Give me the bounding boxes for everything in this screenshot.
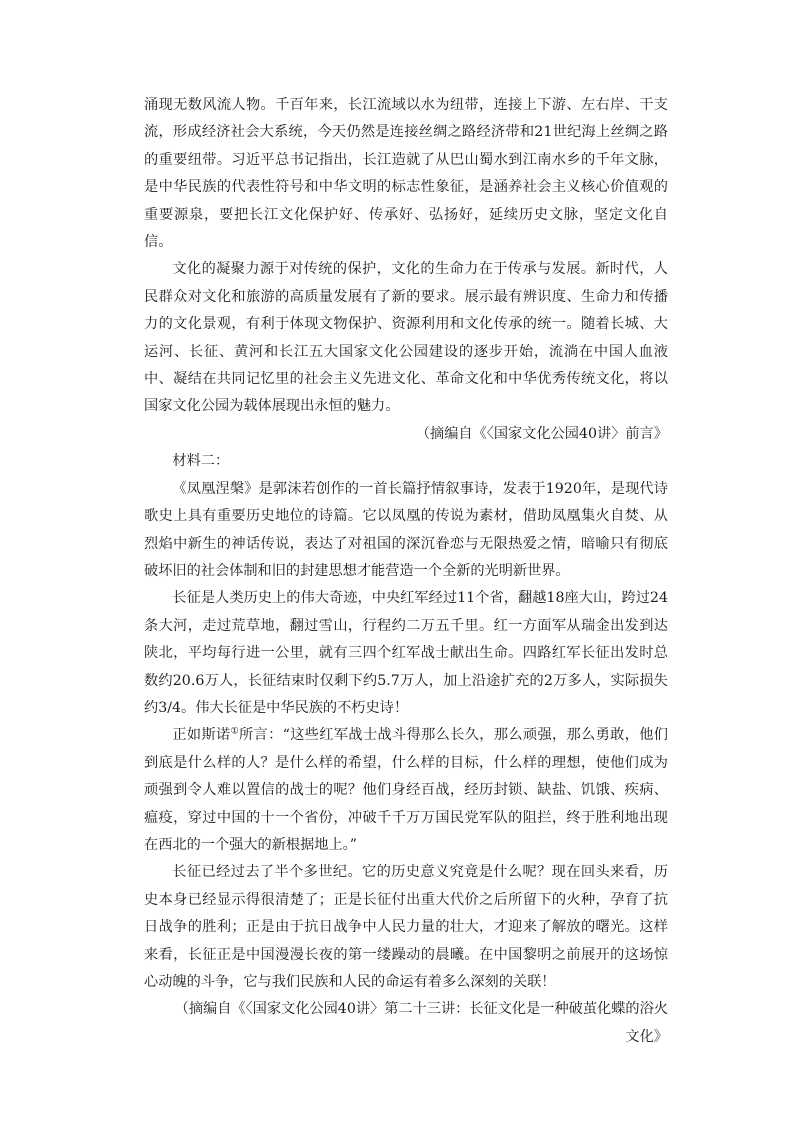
paragraph-long-march-significance: 长征已经过去了半个多世纪。它的历史意义究竟是什么呢？现在回头来看，历史本身已经显示得很清楚了；正是长征付出重大代价之后所留下的火种，孕育了抗日战争的胜利；正是由于抗日战争中人民力量的壮大，才迎来了解放的曙光。这样来看，长征正是中国漫漫长夜的第一缕躁动的晨曦。在中国黎明之前展开的这场惊心动魄的斗争，它与我们民族和人民的命运有着多么深刻的关联！ xyxy=(144,864,668,990)
citation-lecture-23: （摘编自《〈国家文化公园40讲〉第二十三讲：长征文化是一种破茧化蝶的浴火文化》 xyxy=(174,1001,668,1045)
footnote-marker: ① xyxy=(230,726,239,737)
paragraph-cultural-cohesion: 文化的凝聚力源于对传统的保护，文化的生命力在于传承与发展。新时代，人民群众对文化和旅游的高质量发展有了新的要求。展示最有辨识度、生命力和传播力的文化景观，有利于体现文物保护、资源利用和文化传承的统一。随着长城、大运河、长征、黄河和长江五大国家文化公园建设的逐步开始，流淌在中国人血液中、凝结在共同记忆里的社会主义先进文化、革命文化和中华优秀传统文化，将以国家文化公园为载体展现出永恒的魅力。 xyxy=(144,261,668,415)
snow-quote-lead: 正如斯诺 xyxy=(172,727,231,744)
citation-preface: （摘编自《〈国家文化公园40讲〉前言》 xyxy=(415,425,668,442)
paragraph-phoenix-nirvana: 《凤凰涅槃》是郭沫若创作的一首长篇抒情叙事诗，发表于1920年，是现代诗歌史上具有重要历史地位的诗篇。它以凤凰的传说为素材，借助凤凰集火自焚、从烈焰中新生的神话传说，表达了对祖国的深沉眷恋与无限热爱之情，暗喻只有彻底破坏旧的社会体制和旧的封建思想才能营造一个全新的光明新世界。 xyxy=(144,480,668,579)
paragraph-long-march-facts: 长征是人类历史上的伟大奇迹，中央红军经过11个省，翻越18座大山，跨过24条大河，走过荒草地，翻过雪山，行程约二万五千里。红一方面军从瑞金出发到达陕北，平均每行进一公里，就有三四个红军战士献出生命。四路红军长征出发时总数约20.6万人，长征结束时仅剩下约5.7万人，加上沿途扩充的2万多人，实际损失约3/4。伟大长征是中华民族的不朽史诗！ xyxy=(144,590,668,716)
material-two-label: 材料二： xyxy=(172,453,230,470)
snow-quote-body: 所言：“这些红军战士战斗得那么长久，那么顽强，那么勇敢，他们到底是什么样的人？是什么样的希望，什么样的目标，什么样的理想，使他们成为顽强到令人难以置信的战士的呢？他们身经百战，经历封锁、缺盐、饥饿、疾病、瘟疫，穿过中国的十一个省份，冲破千千万万国民党军队的阻拦，终于胜利地出现在西北的一个强大的新根据地上。” xyxy=(144,727,668,853)
document-page xyxy=(144,92,668,1051)
paragraph-yangtze-intro: 涌现无数风流人物。千百年来，长江流域以水为纽带，连接上下游、左右岸、干支流，形成经济社会大系统，今天仍然是连接丝绸之路经济带和21世纪海上丝绸之路的重要纽带。习近平总书记指出，长江造就了从巴山蜀水到江南水乡的千年文脉，是中华民族的代表性符号和中华文明的标志性象征，是涵养社会主义核心价值观的重要源泉，要把长江文化保护好、传承好、弘扬好，延续历史文脉，坚定文化自信。 xyxy=(144,97,668,251)
paragraph-snow-quote xyxy=(144,722,668,859)
